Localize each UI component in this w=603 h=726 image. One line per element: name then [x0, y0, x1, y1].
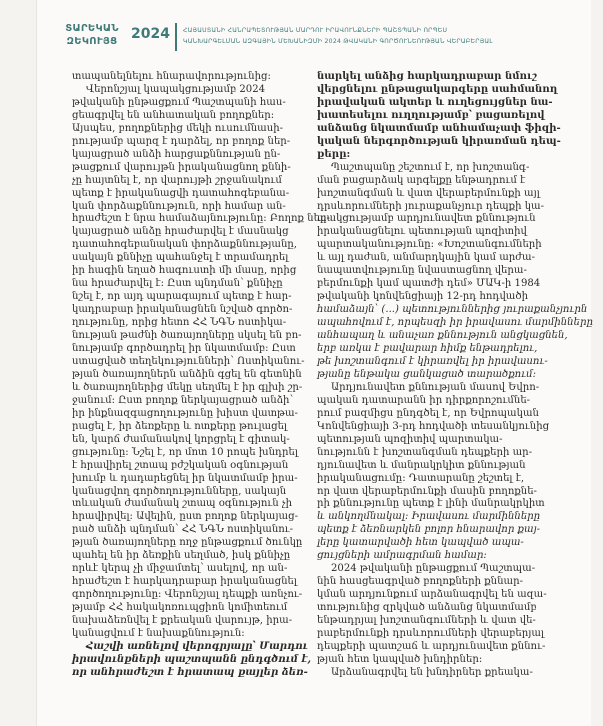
text-line: րած անձի պնդման՝ ՀՀ ՆԳՆ ոստիկանու-	[72, 524, 294, 536]
text-line: Վերոնշյալ կապակցությամբ 2024	[86, 83, 266, 95]
text-line: ենթադրյալ խոշտանգումների և վատ վե-	[317, 615, 536, 627]
text-line: կական ներգործության կիրառման դեպ-	[317, 135, 561, 147]
text-line: անձանց նկատմամբ անհամաչափ ֆիզի-	[317, 122, 561, 134]
subtitle-line-2: ԿԱՆԽԱՐԳԵԼՄԱՆ ԱԶԳԱՅԻՆ ՄԵԽԱՆԻԶՄԻ 2024 ԹՎԱԿԱՆԻ ԳՈՐԾՈՒՆԵՈՒԹՅԱՆ ՎԵՐԱԲԵՐՅԱԼ	[183, 38, 493, 45]
brand-line-2: ԶԵԿՈՒՅՑ	[66, 36, 118, 47]
text-line: րում բազմիցս ընդգծել է, որ Եվրոպական	[317, 407, 539, 419]
text-line: պական դատարանն իր դիրքորոշումնե-	[317, 394, 531, 406]
text-line: Այսպես, բողոքներից մեկի ուսումնասի-	[72, 122, 284, 134]
text-line: իրավական ակտեր և ուղեցույցներ նա-	[317, 96, 553, 108]
text-line: թյան հետ կապված խնդիրներ:	[317, 653, 483, 665]
text-line: խումբ և դադարեցնել իր նկատմամբ իրա-	[72, 472, 298, 484]
text-line: ղությունը, որից հետո ՀՀ ՆԳՆ ոստիկա-	[72, 317, 287, 329]
text-line: որ վատ վերաբերմունքի մասին բողոքնե-	[317, 485, 537, 497]
text-line: նության թաժնի ծառայողները սկսել են բո-	[72, 330, 302, 342]
report-year: 2024	[131, 26, 170, 42]
text-line: կայացրած անձը հրաժարվել է մասնակց	[72, 226, 289, 238]
text-line: իր ինքնազգացողությունը խիստ վատթա-	[72, 407, 298, 419]
text-line: պակցությամբ արդյունավետ քննություն	[317, 213, 536, 225]
text-line: որևէ կերպ չի միջամտել՝ ասելով, որ ան-	[72, 563, 288, 575]
text-line: րացել է, իր ձեռքերը և ոտքերը թուլացել	[72, 420, 288, 432]
text-line: իրականացնելու պետության պոզիտիվ	[317, 226, 527, 238]
text-line: պետք է իրականացվի դատահոգեբանա-	[72, 187, 290, 199]
brand-line-1: ՏԱՐԵԿԱՆ	[65, 23, 119, 34]
text-line: պետք է ձեռնարկեն բոլոր հնարավոր քայ-	[317, 524, 541, 536]
text-line: ջանում: Ըստ բողոք ներկայացրած անձի՝	[72, 394, 294, 406]
text-line: Պաշտպանը շեշտում է, որ խոշտանգ-	[331, 161, 530, 173]
text-line: դյունավետ և մանրակրկիտ քննության	[317, 459, 526, 471]
text-line: դրսևորումների յուրաքանչյուր դեպքի կա-	[317, 200, 545, 212]
text-line: ապահովում է, որպեսզի իր իրավասու մարմինները	[317, 317, 593, 329]
text-line: լերը կատարվածի հետ կապված ապա-	[317, 537, 524, 549]
header-divider	[175, 23, 177, 51]
text-line: հրաժեշտ է նրա համաձայնությունը: Բողոք ներ-	[72, 213, 330, 225]
text-line: ցույցների ամրագրման համար:	[317, 550, 487, 562]
text-line: է հրավիրել շտապ բժշկական օգնության	[72, 459, 289, 471]
text-line: դատահոգեբանական փորձաքննությանը,	[72, 239, 297, 251]
text-line: պետության պոզիտիվ պարտակա-	[317, 433, 503, 445]
text-line: թացքում վարույթն իրականացնող քննի-	[72, 161, 291, 173]
text-line: պահել են իր ձեռքին սեղմած, իսկ քննիչը	[72, 550, 291, 562]
text-line: թյանը ենթակա ցանկացած տարածքում:	[317, 368, 537, 380]
text-line: Հաշվի առնելով վերոգրյալը՝ Մարդու	[86, 640, 308, 652]
text-line: քերը:	[317, 148, 351, 160]
text-line: իր հագին եղած հագուստի մի մասը, որից	[72, 265, 297, 277]
text-line: թե խոշտանգում է կիրառվել իր իրավասու-	[317, 355, 548, 367]
text-line: րաբերմունքի դրսևորումների վերաբերյալ	[317, 627, 544, 639]
text-line: նարկել անձից հարկադրաբար նմուշ	[317, 71, 537, 82]
text-line: և ծառայողներից մեկը սեղմել է իր գլխի շր-	[72, 381, 303, 393]
text-line: նշել է, որ այդ պարագայում պետք է հար-	[72, 291, 292, 303]
text-line: տությունից զրկված անձանց նկատմամբ	[317, 602, 537, 614]
text-line: րությամբ պարզ է դարձել, որ բողոք ներ-	[72, 135, 291, 147]
text-line: թվականի կոնվենցիայի 12-րդ հոդվածի	[317, 291, 528, 303]
text-line: րի քննությունը պետք է լինի մանրակրկիտ	[317, 498, 545, 510]
page-header	[57, 22, 591, 56]
text-line: Կոնվենցիայի 3-րդ հոդվածի տեսանկյունից	[317, 420, 550, 432]
text-line: կադրաբար իրականացնեն նշված գործո-	[72, 304, 293, 316]
text-line: նապատվությունը նվաստացնող վերա-	[317, 265, 527, 277]
text-line: թվականի ընթացքում Պաշտպանի հաս-	[72, 96, 286, 108]
text-line: կայացրած անձի հարցաքննության ըն-	[72, 148, 281, 160]
text-line: պարտականությունը: «Խոշտանգումների	[317, 239, 542, 251]
text-line: տապանելնելու հնարավորությունից:	[72, 71, 271, 82]
text-line: կանացվող գործողությունները, սակայն	[72, 485, 287, 497]
text-line: նությունն է խոշտանգման դեպքերի ար-	[317, 446, 533, 458]
report-subtitle	[183, 25, 603, 47]
text-line: կման արդյունքում արձանագրվել են ազա-	[317, 589, 547, 601]
text-line: կան փորձաքննություն, որի համար ան-	[72, 200, 286, 212]
text-line: ստացված տեղեկությունների՝ Ոստիկանու-	[72, 355, 305, 367]
text-line: թյամբ ՀՀ հակակոռուպցիոն կոմիտեում	[72, 602, 288, 614]
text-line: թյան ծառայողները ողջ ընթացքում ծունկը	[72, 537, 303, 549]
text-line: կանացվում է նախաքննություն:	[72, 627, 245, 639]
right-text-column	[317, 71, 593, 726]
text-line: Արդյունավետ քննության մասով Եվրո-	[331, 381, 540, 393]
text-line: 2024 թվականի ընթացքում Պաշտպա-	[331, 563, 536, 575]
left-text-column	[72, 71, 330, 726]
text-line: ման բացարձակ արգելքը ենթադրում է	[317, 174, 526, 186]
text-line: ցեագրվել են անհատական բողոքներ:	[72, 109, 275, 121]
text-line: Արձանագրվել են խնդիրներ քրեակա-	[331, 666, 533, 678]
text-line: բերմունքի կամ պատժի դեմ» ՄԱԿ-ի 1984	[317, 278, 541, 290]
text-line: գործողությունը: Վերոնշյալ դեպքի առնչու-	[72, 589, 303, 601]
text-line: սակայն քննիչը պահանջել է տրամադրել	[72, 252, 289, 264]
document-page	[36, 0, 591, 726]
text-line: անհապաղ և անաչառ քննություն անցկացնեն,	[317, 330, 568, 342]
subtitle-line-1: ՀԱՅԱՍՏԱՆԻ ՀԱՆՐԱՊԵՏՈՒԹՅԱՆ ՄԱՐԴՈՒ ԻՐԱՎՈՒՆՔՆԵՐԻ ՊԱՇՏՊԱՆԻ ՈՐՊԵՍ	[183, 27, 448, 34]
text-line: հրաժեշտ է հարկադրաբար իրականացնել	[72, 576, 297, 588]
text-line: նախաձեռնվել է քրեական վարույթ, իրա-	[72, 615, 293, 627]
text-line: իրավունքների պաշտպանն ընդգծում է,	[72, 653, 312, 665]
text-line: և այլ դաժան, անմարդկային կամ արժա-	[317, 252, 536, 264]
text-line: են, կարճ ժամանակով կորցրել է գիտակ-	[72, 433, 290, 445]
text-line: երբ առկա է բավարար հիմք ենթադրելու,	[317, 343, 538, 355]
text-line: համաձայն՝ (...) պետություններից յուրաքանչյուրն	[317, 304, 588, 316]
text-line: դեպքերի պատշաճ և արդյունավետ քննու-	[317, 640, 546, 652]
text-line: նին հասցեագրված բողոքների քննար-	[317, 576, 523, 588]
text-line: նությամբ գործադրել իր նկատմամբ: Ըստ	[72, 343, 296, 355]
text-line: որ անհրաժեշտ է հրատապ քայլեր ձեռ-	[72, 666, 308, 678]
text-line: նա հրաժարվել է: Ըստ պնդման՝ քննիչը	[72, 278, 283, 290]
text-line: իրականացումը: Դատարանը շեշտել է,	[317, 472, 525, 484]
text-line: ցությունը: Նշել է, որ մոտ 10 րոպե խնդրել	[72, 446, 298, 458]
text-line: և անկողմնակալ: Իրավասու մարմինները	[317, 511, 541, 523]
text-line: թյան ծառայողներն անձին գցել են գետնին	[72, 368, 302, 380]
text-line: տևական ժամանակ շտապ օգնություն չի	[72, 498, 293, 510]
text-line: խատեսելու ուղղությամբ՝ բացառելով	[317, 109, 545, 121]
text-line: հրավիրվել: Ավելին, ըստ բողոք ներկայաց-	[72, 511, 298, 523]
text-line: չը հայտնել է, որ վարույթի շրջանակում	[72, 174, 282, 186]
text-line: վերցնելու ընթացակարգերը սահմանող	[317, 83, 558, 95]
text-line: խոշտանգման և վատ վերաբերմունքի այլ	[317, 187, 540, 199]
report-brand	[57, 22, 127, 48]
